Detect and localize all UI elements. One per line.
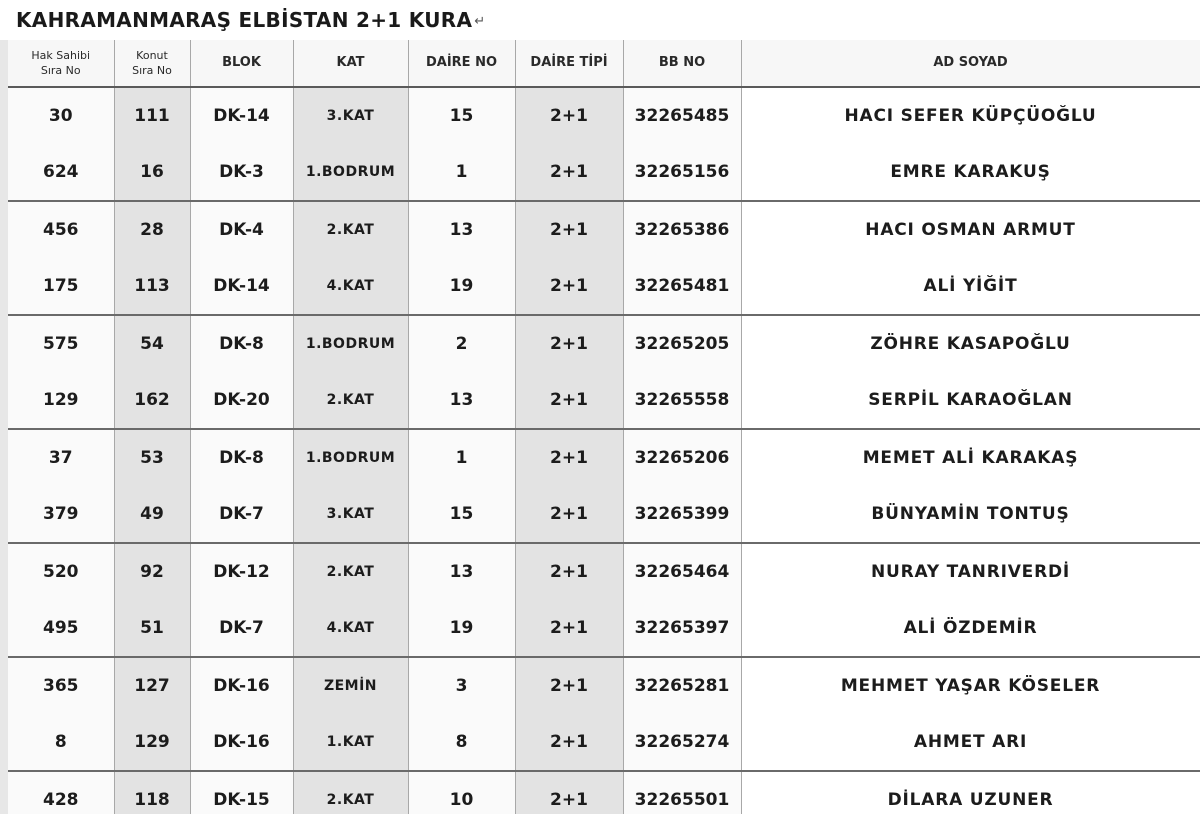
cell-konut-sira-no[interactable]: 111: [114, 87, 190, 144]
table-row: [8, 315, 1200, 372]
cell-kat[interactable]: 3.KAT: [293, 486, 408, 543]
cell-daire-no[interactable]: 15: [408, 486, 515, 543]
cell-daire-tipi[interactable]: 2+1: [515, 372, 623, 429]
table-body: [8, 87, 1200, 814]
table-row: [8, 201, 1200, 258]
cell-konut-sira-no[interactable]: 127: [114, 657, 190, 714]
cell-daire-tipi[interactable]: 2+1: [515, 771, 623, 814]
cell-daire-no[interactable]: 1: [408, 144, 515, 201]
table-row: [8, 486, 1200, 543]
cell-bb-no[interactable]: 32265399: [623, 486, 741, 543]
cell-ad-soyad[interactable]: SERPİL KARAOĞLAN: [741, 372, 1200, 429]
cell-kat[interactable]: 4.KAT: [293, 600, 408, 657]
cell-daire-no[interactable]: 3: [408, 657, 515, 714]
cell-hak-sahibi-sira-no[interactable]: 520: [8, 543, 114, 600]
cell-konut-sira-no[interactable]: 113: [114, 258, 190, 315]
column-header-konut-sira-no[interactable]: Konut Sıra No: [114, 40, 190, 87]
column-header-hak-sahibi-sira-no[interactable]: Hak Sahibi Sıra No: [8, 40, 114, 87]
cell-konut-sira-no[interactable]: 54: [114, 315, 190, 372]
cell-daire-tipi[interactable]: 2+1: [515, 258, 623, 315]
cell-blok[interactable]: DK-4: [190, 201, 293, 258]
cell-daire-no[interactable]: 13: [408, 543, 515, 600]
table-row: [8, 657, 1200, 714]
cell-hak-sahibi-sira-no[interactable]: 456: [8, 201, 114, 258]
cell-ad-soyad[interactable]: HACI SEFER KÜPÇÜOĞLU: [741, 87, 1200, 144]
cell-daire-no[interactable]: 2: [408, 315, 515, 372]
cell-ad-soyad[interactable]: DİLARA UZUNER: [741, 771, 1200, 814]
cell-daire-tipi[interactable]: 2+1: [515, 543, 623, 600]
cell-hak-sahibi-sira-no[interactable]: 575: [8, 315, 114, 372]
cell-hak-sahibi-sira-no[interactable]: 379: [8, 486, 114, 543]
cell-daire-no[interactable]: 8: [408, 714, 515, 771]
cell-bb-no[interactable]: 32265501: [623, 771, 741, 814]
header-row: [8, 40, 1200, 87]
cell-bb-no[interactable]: 32265206: [623, 429, 741, 486]
cell-daire-tipi[interactable]: 2+1: [515, 657, 623, 714]
cell-bb-no[interactable]: 32265397: [623, 600, 741, 657]
table-row: [8, 600, 1200, 657]
cell-blok[interactable]: DK-7: [190, 486, 293, 543]
cell-ad-soyad[interactable]: HACI OSMAN ARMUT: [741, 201, 1200, 258]
cell-ad-soyad[interactable]: ZÖHRE KASAPOĞLU: [741, 315, 1200, 372]
cell-blok[interactable]: DK-14: [190, 87, 293, 144]
cell-daire-no[interactable]: 10: [408, 771, 515, 814]
cell-daire-tipi[interactable]: 2+1: [515, 87, 623, 144]
cell-kat[interactable]: 4.KAT: [293, 258, 408, 315]
table-row: [8, 87, 1200, 144]
cell-konut-sira-no[interactable]: 53: [114, 429, 190, 486]
cell-konut-sira-no[interactable]: 16: [114, 144, 190, 201]
cell-hak-sahibi-sira-no[interactable]: 129: [8, 372, 114, 429]
cell-blok[interactable]: DK-16: [190, 657, 293, 714]
cell-bb-no[interactable]: 32265274: [623, 714, 741, 771]
cell-hak-sahibi-sira-no[interactable]: 37: [8, 429, 114, 486]
cell-ad-soyad[interactable]: AHMET ARI: [741, 714, 1200, 771]
column-header-blok[interactable]: BLOK: [190, 40, 293, 87]
cell-bb-no[interactable]: 32265205: [623, 315, 741, 372]
cell-ad-soyad[interactable]: NURAY TANRIVERDİ: [741, 543, 1200, 600]
cell-kat[interactable]: 2.KAT: [293, 372, 408, 429]
cell-konut-sira-no[interactable]: 92: [114, 543, 190, 600]
cell-hak-sahibi-sira-no[interactable]: 175: [8, 258, 114, 315]
cell-ad-soyad[interactable]: MEMET ALİ KARAKAŞ: [741, 429, 1200, 486]
column-header-bb-no[interactable]: BB NO: [623, 40, 741, 87]
cell-daire-no[interactable]: 13: [408, 201, 515, 258]
sheet-title: [16, 8, 485, 32]
cell-bb-no[interactable]: 32265464: [623, 543, 741, 600]
table-row: [8, 144, 1200, 201]
cell-blok[interactable]: DK-3: [190, 144, 293, 201]
column-header-ad-soyad[interactable]: AD SOYAD: [741, 40, 1200, 87]
cell-kat[interactable]: 1.BODRUM: [293, 429, 408, 486]
cell-bb-no[interactable]: 32265485: [623, 87, 741, 144]
cell-ad-soyad[interactable]: MEHMET YAŞAR KÖSELER: [741, 657, 1200, 714]
table-row: [8, 771, 1200, 814]
cell-bb-no[interactable]: 32265156: [623, 144, 741, 201]
cell-daire-no[interactable]: 1: [408, 429, 515, 486]
cell-kat[interactable]: 2.KAT: [293, 771, 408, 814]
cell-blok[interactable]: DK-16: [190, 714, 293, 771]
cell-hak-sahibi-sira-no[interactable]: 428: [8, 771, 114, 814]
cell-hak-sahibi-sira-no[interactable]: 8: [8, 714, 114, 771]
cell-blok[interactable]: DK-7: [190, 600, 293, 657]
cell-kat[interactable]: 3.KAT: [293, 87, 408, 144]
cell-daire-tipi[interactable]: 2+1: [515, 600, 623, 657]
cell-daire-tipi[interactable]: 2+1: [515, 486, 623, 543]
cell-daire-no[interactable]: 13: [408, 372, 515, 429]
title-bar: [0, 0, 1200, 41]
table-row: [8, 429, 1200, 486]
cursor-pointer-icon: ↵: [474, 14, 486, 29]
cell-konut-sira-no[interactable]: 28: [114, 201, 190, 258]
cell-konut-sira-no[interactable]: 118: [114, 771, 190, 814]
data-table: [8, 40, 1200, 814]
cell-ad-soyad[interactable]: BÜNYAMİN TONTUŞ: [741, 486, 1200, 543]
cell-daire-tipi[interactable]: 2+1: [515, 315, 623, 372]
cell-daire-no[interactable]: 15: [408, 87, 515, 144]
cell-blok[interactable]: DK-8: [190, 315, 293, 372]
cell-daire-no[interactable]: 19: [408, 600, 515, 657]
cell-kat[interactable]: 2.KAT: [293, 543, 408, 600]
cell-blok[interactable]: DK-14: [190, 258, 293, 315]
cell-hak-sahibi-sira-no[interactable]: 624: [8, 144, 114, 201]
cell-blok[interactable]: DK-12: [190, 543, 293, 600]
cell-kat[interactable]: 2.KAT: [293, 201, 408, 258]
column-header-kat[interactable]: KAT: [293, 40, 408, 87]
table-row: [8, 258, 1200, 315]
cell-hak-sahibi-sira-no[interactable]: 495: [8, 600, 114, 657]
cell-blok[interactable]: DK-8: [190, 429, 293, 486]
sheet-title-text: KAHRAMANMARAŞ ELBİSTAN 2+1 KURA: [16, 8, 473, 32]
cell-daire-no[interactable]: 19: [408, 258, 515, 315]
cell-bb-no[interactable]: 32265386: [623, 201, 741, 258]
cell-kat[interactable]: 1.BODRUM: [293, 315, 408, 372]
cell-ad-soyad[interactable]: ALİ ÖZDEMİR: [741, 600, 1200, 657]
cell-daire-tipi[interactable]: 2+1: [515, 714, 623, 771]
table-row: [8, 543, 1200, 600]
cell-bb-no[interactable]: 32265281: [623, 657, 741, 714]
cell-konut-sira-no[interactable]: 49: [114, 486, 190, 543]
cell-ad-soyad[interactable]: EMRE KARAKUŞ: [741, 144, 1200, 201]
cell-daire-tipi[interactable]: 2+1: [515, 201, 623, 258]
cell-bb-no[interactable]: 32265558: [623, 372, 741, 429]
cell-daire-tipi[interactable]: 2+1: [515, 144, 623, 201]
cell-bb-no[interactable]: 32265481: [623, 258, 741, 315]
cell-hak-sahibi-sira-no[interactable]: 30: [8, 87, 114, 144]
cell-konut-sira-no[interactable]: 51: [114, 600, 190, 657]
column-header-daire-no[interactable]: DAİRE NO: [408, 40, 515, 87]
cell-kat[interactable]: 1.BODRUM: [293, 144, 408, 201]
table-row: [8, 714, 1200, 771]
cell-kat[interactable]: 1.KAT: [293, 714, 408, 771]
cell-konut-sira-no[interactable]: 162: [114, 372, 190, 429]
cell-blok[interactable]: DK-20: [190, 372, 293, 429]
cell-daire-tipi[interactable]: 2+1: [515, 429, 623, 486]
cell-blok[interactable]: DK-15: [190, 771, 293, 814]
cell-konut-sira-no[interactable]: 129: [114, 714, 190, 771]
cell-kat[interactable]: ZEMİN: [293, 657, 408, 714]
column-header-daire-tipi[interactable]: DAİRE TİPİ: [515, 40, 623, 87]
cell-hak-sahibi-sira-no[interactable]: 365: [8, 657, 114, 714]
cell-ad-soyad[interactable]: ALİ YİĞİT: [741, 258, 1200, 315]
table-row: [8, 372, 1200, 429]
